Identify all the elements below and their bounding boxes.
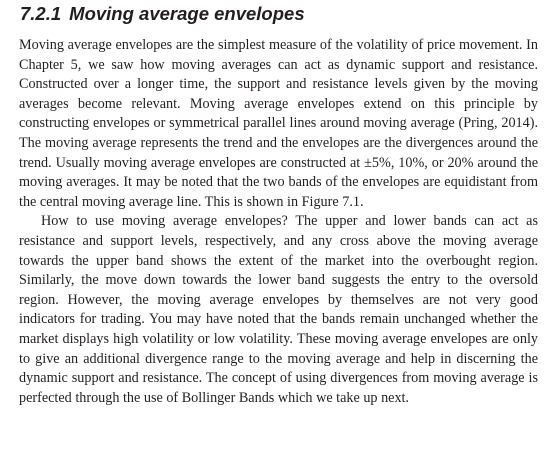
paragraph-envelopes-intro: Moving average envelopes are the simplest measure of the volatility of price movement. In Chapter 5, we saw how moving averages can act as dynamic support and resistance. Constructed over a longer time, the support and resistance levels given by the moving averages become relevant. Moving average envelopes extend on this principle by constructing envelopes or symmetrical parallel lines around moving average (Pring, 2014). The moving average represents the trend and the envelopes are the divergences around the trend. Usually moving average envelopes are constructed at ±5%, 10%, or 20% around the moving averages. It may be noted that the two bands of the envelopes are equidistant from the central moving average line. This is shown in Figure 7.1. <box>19 37 538 210</box>
section-body <box>19 36 538 408</box>
section-number: 7.2.1 <box>20 3 62 24</box>
section-heading <box>20 2 305 26</box>
section-title: Moving average envelopes <box>69 3 305 24</box>
paragraph-envelopes-usage: How to use moving average envelopes? The upper and lower bands can act as resistance and support levels, respectively, and any cross above the moving average towards the upper band shows the extent of the market into the overbought region. Similarly, the move down towards the lower band suggests the entry to the oversold region. However, the moving average envelopes by themselves are not very good indicators for trading. You may have noted that the bands remain unchanged whether the market displays high volatility or low volatility. These moving average envelopes are only to give an additional divergence range to the moving average and help in discerning the dynamic support and resistance. The concept of using divergences from moving average is perfected through the use of Bollinger Bands which we take up next. <box>19 213 538 406</box>
